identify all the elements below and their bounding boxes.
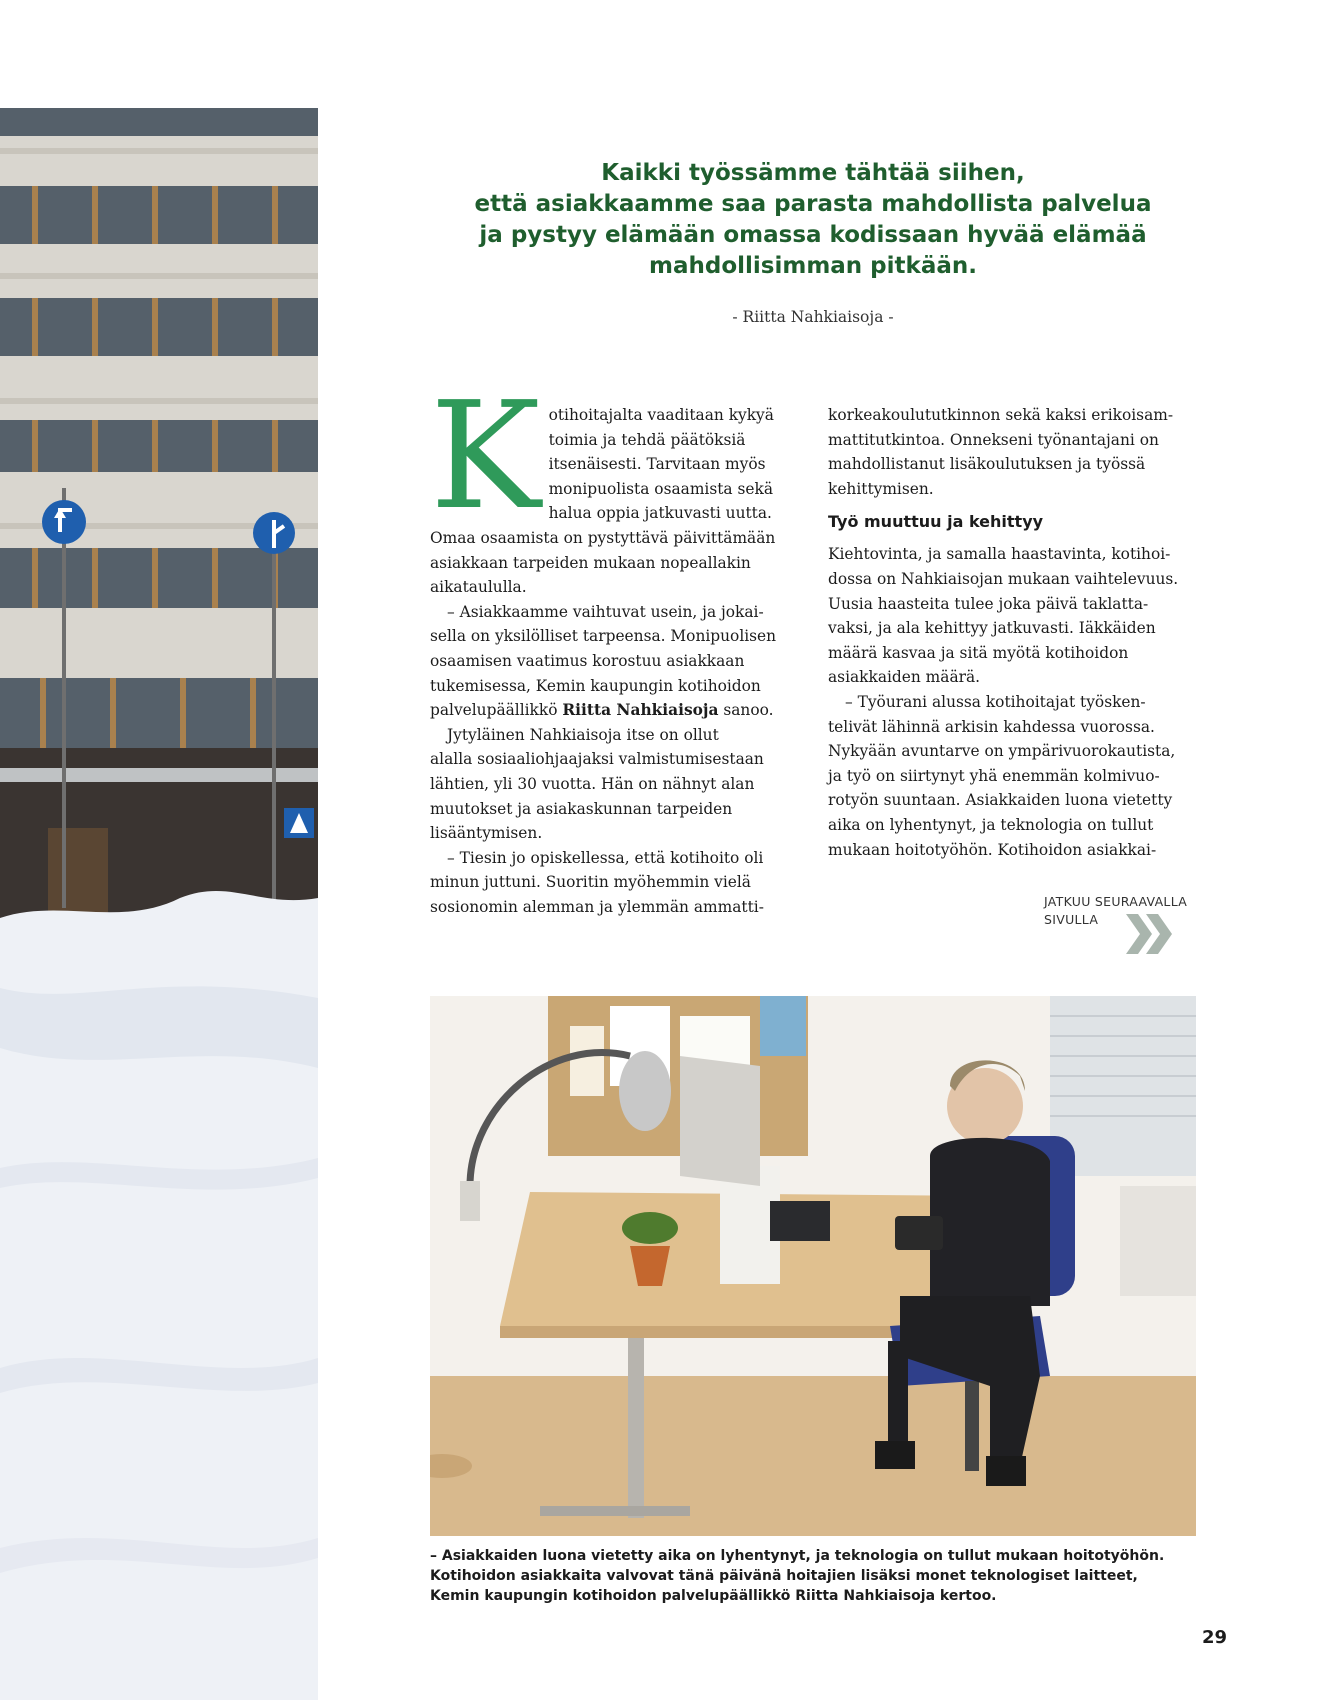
paragraph xyxy=(430,600,802,723)
text-line: määrä kasvaa ja sitä myötä kotihoidon xyxy=(828,643,1129,662)
text-line: sosionomin alemman ja ylemmän ammatti- xyxy=(430,897,764,916)
office-photo xyxy=(430,996,1196,1536)
caption-line: – Asiakkaiden luona vietetty aika on lyhentynyt, ja teknologia on tullut mukaan hoitotyöhön. xyxy=(430,1548,1165,1564)
paragraph xyxy=(828,542,1200,690)
text-line: muutokset ja asiakaskunnan tarpeiden xyxy=(430,799,733,818)
drop-cap: K xyxy=(430,370,541,542)
text-line: aikataululla. xyxy=(430,578,527,597)
pull-quote-line: ja pystyy elämään omassa kodissaan hyvää elämää xyxy=(479,222,1147,248)
paragraph xyxy=(430,846,802,920)
text-line: ja työ on siirtynyt yhä enemmän kolmivuo- xyxy=(828,766,1160,785)
section-heading: Työ muuttuu ja kehittyy xyxy=(828,512,1044,532)
paragraph xyxy=(828,403,1200,501)
continues-line: JATKUU SEURAAVALLA xyxy=(1044,894,1188,909)
text-line: alalla sosiaaliohjaajaksi valmistumisestaan xyxy=(430,750,764,769)
text-line: Kiehtovinta, ja samalla haastavinta, kotihoi- xyxy=(828,545,1171,564)
text-line: itsenäisesti. Tarvitaan myös xyxy=(548,455,766,474)
text-line: aika on lyhentynyt, ja teknologia on tullut xyxy=(828,815,1154,834)
caption-line: Kotihoidon asiakkaita valvovat tänä päivänä hoitajien lisäksi monet teknologiset laitteet, xyxy=(430,1568,1138,1584)
text-line: lähtien, yli 30 vuotta. Hän on nähnyt alan xyxy=(430,774,755,793)
text-line: Jytyläinen Nahkiaisoja itse on ollut xyxy=(447,725,719,744)
text-line: mahdollistanut lisäkoulutuksen ja työssä xyxy=(828,455,1146,474)
text-line: telivät lähinnä arkisin kahdessa vuorossa. xyxy=(828,717,1155,736)
text-line: vaksi, ja ala kehittyy jatkuvasti. Iäkkäiden xyxy=(828,619,1156,638)
text-line: sella on yksilölliset tarpeensa. Monipuolisen xyxy=(430,627,777,646)
text-line: mattitutkintoa. Onnekseni työnantajani on xyxy=(828,430,1159,449)
double-chevron-right-icon xyxy=(1124,912,1176,956)
text-line: dossa on Nahkiaisojan mukaan vaihtelevuus. xyxy=(828,569,1179,588)
text-line: Nykyään avuntarve on ympärivuorokautista, xyxy=(828,742,1176,761)
caption-line: Kemin kaupungin kotihoidon palvelupäällikkö Riitta Nahkiaisoja kertoo. xyxy=(430,1588,997,1604)
page-number: 29 xyxy=(1201,1627,1227,1648)
text-line xyxy=(430,698,802,723)
pull-quote xyxy=(430,158,1196,282)
text-fragment: palvelupäällikkö xyxy=(430,701,563,720)
text-line: asiakkaiden määrä. xyxy=(828,668,981,687)
text-line: lisääntymisen. xyxy=(430,824,543,843)
text-line: kehittymisen. xyxy=(828,479,934,498)
text-line: toimia ja tehdä päätöksiä xyxy=(548,430,746,449)
text-line: otihoitajalta vaaditaan kykyä xyxy=(548,406,774,424)
paragraph xyxy=(430,723,802,846)
text-line: halua oppia jatkuvasti uutta. xyxy=(548,504,772,523)
text-line: mukaan hoitotyöhön. Kotihoidon asiakkai- xyxy=(828,840,1157,859)
article-column-right xyxy=(828,403,1200,862)
text-line: osaamisen vaatimus korostuu asiakkaan xyxy=(430,651,745,670)
quote-author: - Riitta Nahkiaisoja - xyxy=(732,308,894,326)
person-name: Riitta Nahkiaisoja xyxy=(562,701,719,720)
paragraph xyxy=(430,370,802,600)
text-line: Uusia haasteita tulee joka päivä taklatta- xyxy=(828,594,1149,613)
text-fragment: sanoo. xyxy=(718,701,774,720)
text-line: asiakkaan tarpeiden mukaan nopeallakin xyxy=(430,553,751,572)
text-line: minun juttuni. Suoritin myöhemmin vielä xyxy=(430,873,751,892)
text-line: monipuolista osaamista sekä xyxy=(548,479,773,498)
pull-quote-line: mahdollisimman pitkään. xyxy=(649,253,977,279)
text-line: – Asiakkaamme vaihtuvat usein, ja jokai- xyxy=(447,602,764,621)
text-line: – Tiesin jo opiskellessa, että kotihoito oli xyxy=(447,848,764,867)
article-column-left xyxy=(430,370,802,919)
text-line: rotyön suuntaan. Asiakkaiden luona vietetty xyxy=(828,791,1173,810)
text-line: Omaa osaamista on pystyttävä päivittämään xyxy=(430,528,776,547)
text-line: tukemisessa, Kemin kaupungin kotihoidon xyxy=(430,676,761,695)
pull-quote-line: Kaikki työssämme tähtää siihen, xyxy=(601,160,1025,186)
text-line: – Työurani alussa kotihoitajat työsken- xyxy=(845,692,1146,711)
photo-caption xyxy=(430,1546,1210,1606)
pull-quote-line: että asiakkaamme saa parasta mahdollista palvelua xyxy=(474,191,1152,217)
building-snow-photo xyxy=(0,108,318,1700)
continues-line: SIVULLA xyxy=(1044,912,1099,927)
text-line: korkeakoulututkinnon sekä kaksi erikoisam- xyxy=(828,406,1174,424)
paragraph xyxy=(828,690,1200,862)
